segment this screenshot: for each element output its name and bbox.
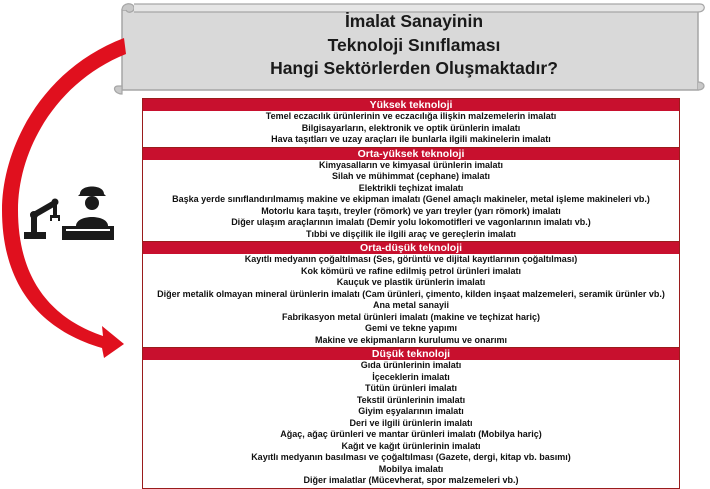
section-body bbox=[143, 254, 679, 347]
section-header: Orta-yüksek teknoloji bbox=[143, 147, 679, 160]
title-line-3: Hangi Sektörlerden Oluşmaktadır? bbox=[270, 58, 558, 78]
section-body bbox=[143, 160, 679, 242]
sector-item: Kok kömürü ve rafine edilmiş petrol ürünleri imalatı bbox=[300, 265, 522, 276]
sector-item: Bilgisayarların, elektronik ve optik ürünlerin imalatı bbox=[301, 122, 521, 133]
section-header: Yüksek teknoloji bbox=[143, 99, 679, 111]
sector-item: Tıbbi ve dişçilik ile ilgili araç ve gereçlerin imalatı bbox=[305, 228, 517, 239]
section-body bbox=[143, 360, 679, 488]
sector-item: Gıda ürünlerinin imalatı bbox=[360, 360, 462, 370]
robot-worker-icon bbox=[22, 182, 114, 244]
sector-item: Tütün ürünleri imalatı bbox=[364, 383, 457, 393]
sector-item: Giyim eşyalarının imalatı bbox=[358, 406, 464, 416]
worker-icon bbox=[76, 187, 108, 227]
sector-item: Silah ve mühimmat (cephane) imalatı bbox=[331, 171, 491, 181]
sector-item: Fabrikasyon metal ürünleri imalatı (makine ve teçhizat hariç) bbox=[281, 311, 541, 322]
section-header: Düşük teknoloji bbox=[143, 347, 679, 360]
sector-item: Hava taşıtları ve uzay araçları ile bunlarla ilgili makinelerin imalatı bbox=[271, 134, 551, 144]
sector-item: Diğer imalatlar (Mücevherat, spor malzemeleri vb.) bbox=[303, 475, 519, 485]
technology-classification-table bbox=[142, 98, 680, 489]
sector-item: Kağıt ve kağıt ürünlerinin imalatı bbox=[341, 440, 481, 451]
sector-item: Makine ve ekipmanların kurulumu ve onarımı bbox=[314, 334, 508, 345]
sector-item: Kimyasalların ve kimyasal ürünlerin imalatı bbox=[318, 159, 504, 170]
sector-item: İçeceklerin imalatı bbox=[372, 371, 450, 382]
sector-item: Kauçuk ve plastik ürünlerin imalatı bbox=[336, 277, 486, 287]
page-title bbox=[128, 10, 700, 81]
sector-item: Ana metal sanayii bbox=[372, 300, 450, 310]
section-body bbox=[143, 111, 679, 147]
workbench bbox=[62, 226, 114, 240]
sector-item: Başka yerde sınıflandırılmamış makine ve ekipman imalatı (Genel amaçlı makineler, metal işleme makineleri vb.) bbox=[172, 194, 650, 204]
title-line-2: Teknoloji Sınıflaması bbox=[327, 34, 501, 55]
sector-item: Mobilya imalatı bbox=[378, 463, 444, 474]
sector-item: Ağaç, ağaç ürünleri ve mantar ürünleri imalatı (Mobilya hariç) bbox=[280, 429, 542, 439]
sector-item: Temel eczacılık ürünlerinin ve eczacılığa ilişkin malzemelerin imalatı bbox=[265, 111, 557, 121]
sector-item: Gemi ve tekne yapımı bbox=[364, 323, 458, 333]
sector-item: Tekstil ürünlerinin imalatı bbox=[356, 394, 466, 405]
title-line-1: İmalat Sanayinin bbox=[344, 11, 484, 31]
robot-arm-icon bbox=[24, 199, 60, 240]
sector-item: Kayıtlı medyanın çoğaltılması (Ses, görüntü ve dijital kayıtlarının çoğaltılması) bbox=[244, 254, 578, 264]
sector-item: Deri ve ilgili ürünlerin imalatı bbox=[349, 417, 473, 428]
sector-item: Diğer metalik olmayan mineral ürünlerin imalatı (Cam ürünleri, çimento, kilden inşaat malzemeleri, seramik ürünler vb.) bbox=[157, 288, 665, 299]
section-header: Orta-düşük teknoloji bbox=[143, 241, 679, 254]
sector-item: Elektrikli teçhizat imalatı bbox=[358, 182, 464, 193]
sector-item: Diğer ulaşım araçlarının imalatı (Demir yolu lokomotifleri ve vagonlarının imalatı vb.) bbox=[231, 217, 591, 227]
sector-item: Kayıtlı medyanın basılması ve çoğaltılması (Gazete, dergi, kitap vb. basımı) bbox=[251, 452, 571, 462]
sector-item: Motorlu kara taşıtı, treyler (römork) ve yarı treyler (yarı römork) imalatı bbox=[261, 205, 561, 216]
